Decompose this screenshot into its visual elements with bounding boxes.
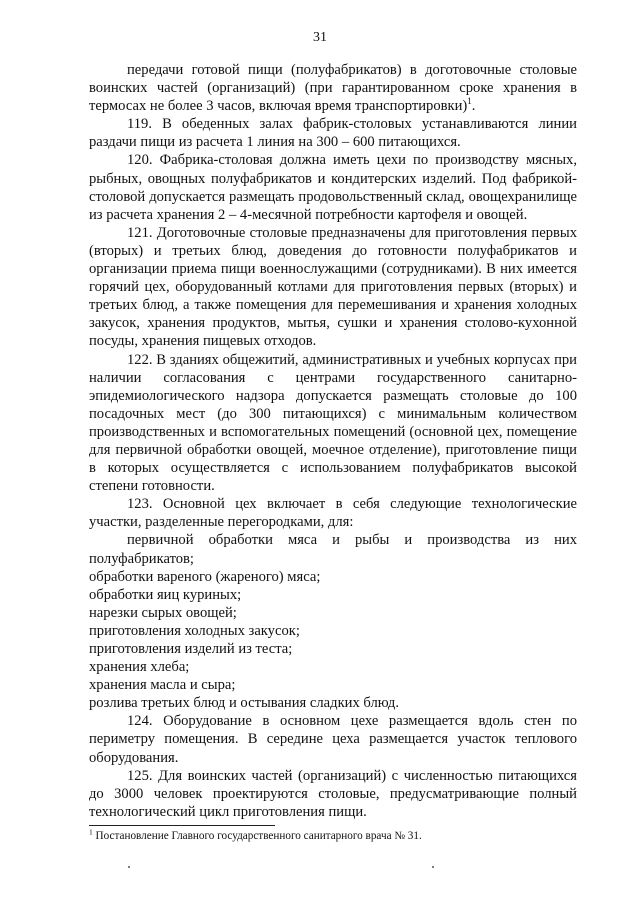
footnote-separator bbox=[89, 825, 275, 826]
paragraph-119: 119. В обеденных залах фабрик-столовых устанавливаются линии раздачи пищи из расчета 1 линия на 300 – 600 питающихся. bbox=[89, 116, 577, 151]
list-item: розлива третьих блюд и остывания сладких блюд. bbox=[89, 695, 399, 712]
footnote-reference: 1 bbox=[467, 96, 472, 107]
paragraph-continuation bbox=[89, 61, 577, 115]
scan-speck bbox=[128, 866, 130, 868]
paragraph-120: 120. Фабрика-столовая должна иметь цехи по производству мясных, рыбных, овощных полуфабрикатов и кондитерских изделий. Под фабрикой-столовой допускается размещать продовольственный склад, овощехранилище из расчета хранения 2 – 4-месячной потребности картофеля и овощей. bbox=[89, 152, 577, 223]
list-item: приготовления холодных закусок; bbox=[89, 622, 300, 639]
list-item: обработки яиц куриных; bbox=[89, 586, 242, 603]
paragraph-continuation-end: . bbox=[471, 98, 476, 115]
paragraph-123: 123. Основной цех включает в себя следующие технологические участки, разделенные перегородками, для: bbox=[89, 496, 577, 531]
footnote-text: Постановление Главного государственного санитарного врача № 31. bbox=[92, 830, 422, 842]
scan-speck bbox=[432, 866, 434, 868]
footnote-mark: 1 bbox=[89, 827, 93, 837]
paragraph-121: 121. Доготовочные столовые предназначены для приготовления первых (вторых) и третьих блюд, доведения до готовности полуфабрикатов и организации приема пищи военнослужащими (сотрудниками). В них имеется горячий цех, оборудованный котлами для приготовления первых (вторых) и третьих блюд, а также помещения для перемешивания и хранения холодных закусок, хранения продуктов, мытья, сушки и хранения столово-кухонной посуды, хранения пищевых отходов. bbox=[89, 224, 577, 350]
workshop-sections-list bbox=[89, 568, 577, 713]
page-number: 31 bbox=[313, 30, 327, 45]
paragraph-123-first-item: первичной обработки мяса и рыбы и производства из них полуфабрикатов; bbox=[89, 532, 577, 567]
list-item: нарезки сырых овощей; bbox=[89, 604, 237, 621]
document-body bbox=[89, 61, 577, 821]
list-item: обработки вареного (жареного) мяса; bbox=[89, 568, 321, 585]
footnote bbox=[89, 827, 577, 843]
list-item: приготовления изделий из теста; bbox=[89, 641, 293, 657]
paragraph-continuation-text: передачи готовой пищи (полуфабрикатов) в доготовочные столовые воинских частей (организаций) (при гарантированном сроке хранения в термосах не более 3 часов, включая время транспортировки) bbox=[89, 62, 577, 115]
paragraph-125: 125. Для воинских частей (организаций) с численностью питающихся до 3000 человек проектируются столовые, предусматривающие полный технологический цикл приготовления пищи. bbox=[89, 767, 577, 820]
paragraph-124: 124. Оборудование в основном цехе размещается вдоль стен по периметру помещения. В середине цеха размещается участок теплового оборудования. bbox=[89, 713, 577, 766]
list-item: хранения хлеба; bbox=[89, 659, 190, 676]
paragraph-122: 122. В зданиях общежитий, административных и учебных корпусах при наличии согласования с центрами государственного санитарно-эпидемиологического надзора допускается размещать столовые до 100 посадочных мест (до 300 питающихся) с минимальным количеством производственных и вспомогательных помещений (основной цех, помещение для первичной обработки овощей, моечное отделение), приготовление пищи в которых осуществляется с использованием полуфабрикатов высокой степени готовности. bbox=[89, 351, 577, 495]
list-item: хранения масла и сыра; bbox=[89, 677, 236, 694]
